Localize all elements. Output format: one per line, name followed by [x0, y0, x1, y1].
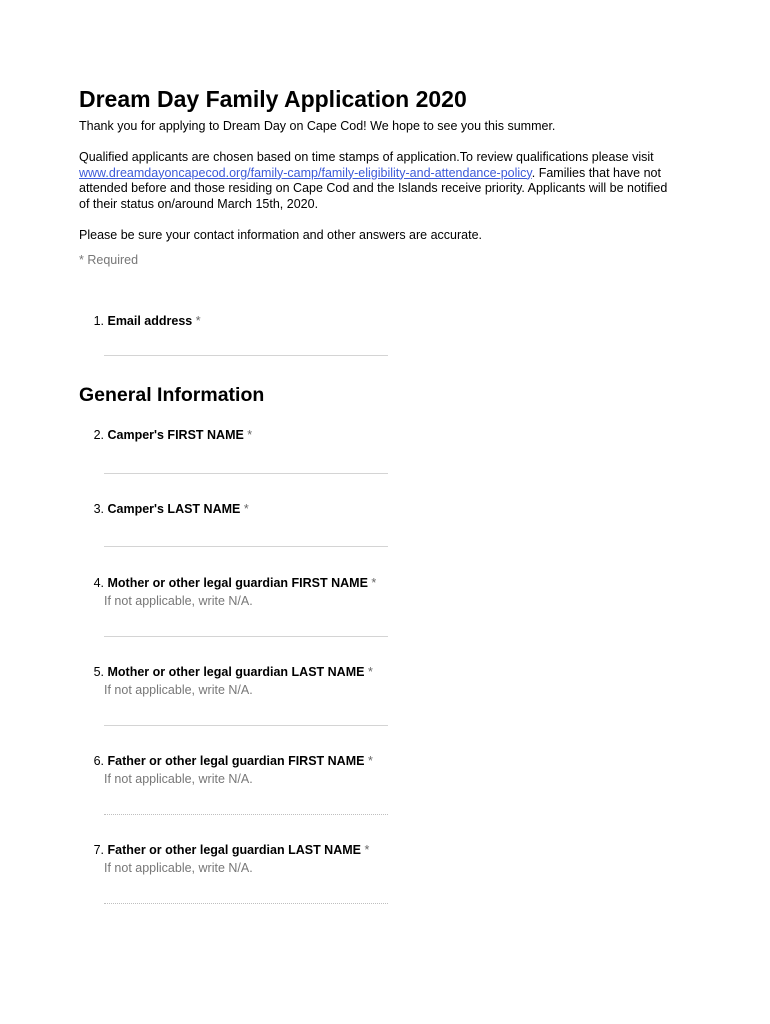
question-label: Camper's FIRST NAME [107, 428, 244, 442]
required-note: * Required [79, 252, 139, 267]
required-asterisk: * [247, 428, 253, 442]
question-number: 6. [93, 754, 104, 768]
question-mother-first-name [79, 575, 479, 610]
required-asterisk: * [364, 843, 370, 857]
question-help-text: If not applicable, write N/A. [104, 594, 253, 608]
eligibility-policy-link[interactable]: www.dreamdayoncapecod.org/family-camp/family-eligibility-and-attendance-policy [79, 165, 532, 180]
question-help-text: If not applicable, write N/A. [104, 772, 253, 786]
question-label: Mother or other legal guardian FIRST NAME [107, 576, 368, 590]
intro-priority-text: . Families that have not attended before and those residing on Cape Cod and the Islands receive priority. Applicants will be notified of their status on/around March 15th, 2020. [79, 165, 668, 211]
question-camper-first-name [79, 427, 479, 443]
question-help-text: If not applicable, write N/A. [104, 861, 253, 875]
question-label: Father or other legal guardian LAST NAME [107, 843, 361, 857]
question-email [79, 313, 479, 329]
question-number: 7. [93, 843, 104, 857]
required-asterisk: * [367, 665, 373, 679]
camper-first-name-input[interactable] [104, 473, 388, 474]
question-help-text: If not applicable, write N/A. [104, 683, 253, 697]
section-general-information [79, 383, 264, 407]
question-label: Camper's LAST NAME [107, 502, 241, 516]
father-last-name-input[interactable] [104, 903, 388, 904]
question-number: 2. [93, 428, 104, 442]
required-asterisk: * [195, 314, 201, 328]
required-asterisk: * [367, 754, 373, 768]
intro-qualifications [79, 150, 669, 212]
question-number: 1. [93, 314, 104, 328]
camper-last-name-input[interactable] [104, 546, 388, 547]
question-label: Father or other legal guardian FIRST NAME [107, 754, 365, 768]
question-number: 5. [93, 665, 104, 679]
form-description [79, 119, 669, 243]
intro-accuracy: Please be sure your contact information and other answers are accurate. [79, 227, 482, 242]
question-mother-last-name [79, 664, 479, 699]
question-number: 4. [93, 576, 104, 590]
email-input[interactable] [104, 355, 388, 356]
intro-thanks: Thank you for applying to Dream Day on Cape Cod! We hope to see you this summer. [79, 119, 556, 133]
question-number: 3. [93, 502, 104, 516]
question-label: Mother or other legal guardian LAST NAME [107, 665, 365, 679]
form-title: Dream Day Family Application 2020 [79, 86, 467, 112]
form-page [79, 84, 679, 267]
mother-first-name-input[interactable] [104, 636, 388, 637]
question-father-last-name [79, 842, 479, 877]
question-label: Email address [107, 314, 193, 328]
required-asterisk: * [371, 576, 377, 590]
required-asterisk: * [243, 502, 249, 516]
mother-last-name-input[interactable] [104, 725, 388, 726]
question-father-first-name [79, 753, 479, 788]
father-first-name-input[interactable] [104, 814, 388, 815]
section-title: General Information [79, 384, 265, 406]
intro-qualifications-text: Qualified applicants are chosen based on time stamps of application.To review qualifications please visit [79, 150, 654, 164]
question-camper-last-name [79, 501, 479, 517]
